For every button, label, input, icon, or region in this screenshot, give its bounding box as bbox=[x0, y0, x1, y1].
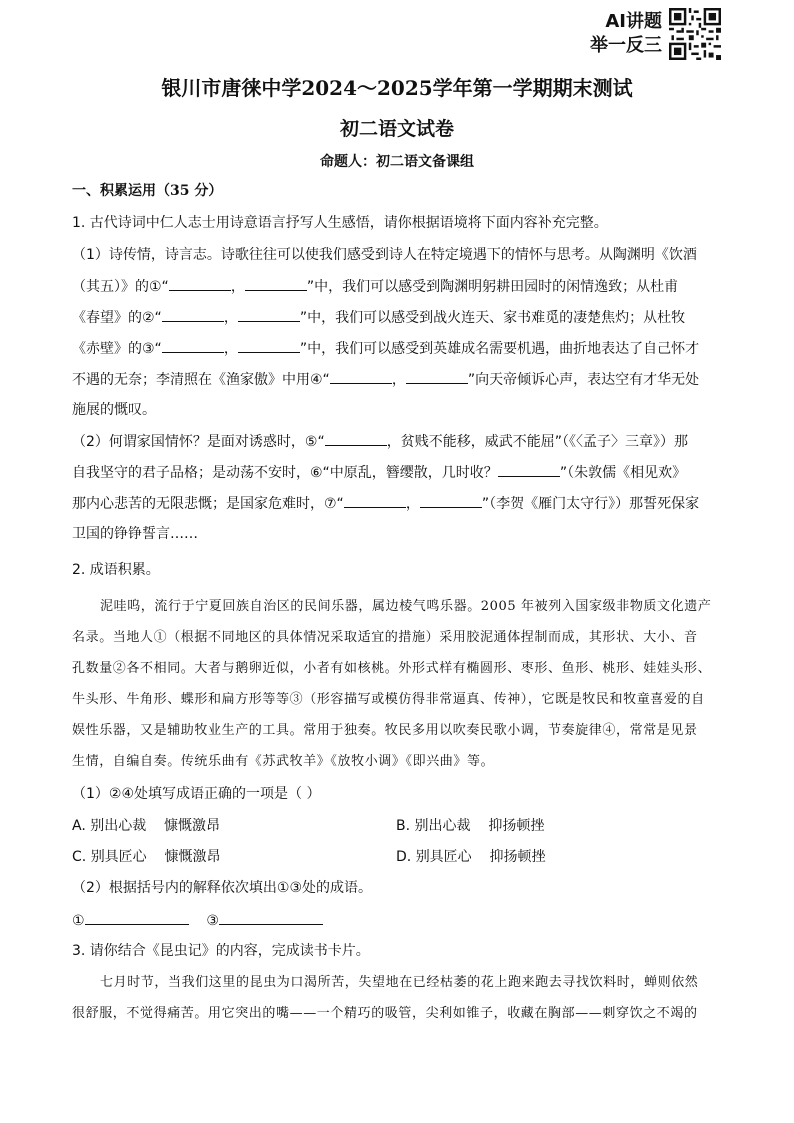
exam-subtitle: 初二语文试卷 bbox=[339, 118, 454, 140]
option-b[interactable]: B. 别出心裁 抑扬顿挫 bbox=[396, 818, 545, 834]
answer-blank[interactable] bbox=[85, 910, 189, 925]
q2-sub2: （2）根据括号内的解释依次填出①③处的成语。 bbox=[72, 880, 373, 896]
option-c[interactable]: C. 别具匠心 慷慨激昂 bbox=[72, 849, 221, 865]
q1-p1-line6: 施展的慨叹。 bbox=[72, 402, 156, 418]
answer-blank[interactable] bbox=[498, 462, 560, 477]
q3-passage-line: 很舒服，不觉得痛苦。用它突出的嘴——一个精巧的吸管，尖利如锥子，收藏在胸部——刺穿饮之不竭的 bbox=[72, 1006, 698, 1021]
exam-author: 命题人：初二语文备课组 bbox=[320, 154, 474, 170]
q1-p2-line3: 那内心悲苦的无限悲慨；是国家危难时，⑦“ ， ”（李贺《雁门太守行》）那誓死保家 bbox=[72, 493, 699, 514]
q1-p1-line3: 《春望》的②“ ， ”中，我们可以感受到战火连天、家书难觅的凄楚焦灼；从杜牧 bbox=[72, 307, 685, 328]
q2-passage-line: 牛头形、牛角形、蝶形和扁方形等等③（形容描写或模仿得非常逼真、传神），它既是牧民和牧童喜爱的自 bbox=[72, 692, 705, 707]
answer-blank[interactable] bbox=[325, 431, 387, 446]
brand-line-2: 举一反三 bbox=[590, 35, 662, 56]
brand-block bbox=[574, 8, 724, 60]
q1-p2-line2: 自我坚守的君子品格；是动荡不安时，⑥“中原乱，簪缨散，几时收？ ”（朱敦儒《相见欢》 bbox=[72, 462, 686, 483]
option-d[interactable]: D. 别具匠心 抑扬顿挫 bbox=[396, 849, 546, 865]
q1-p1-line5: 不遇的无奈；李清照在《渔家傲》中用④“ ， ”向天帝倾诉心声，表达空有才华无处 bbox=[72, 369, 699, 390]
answer-blank[interactable] bbox=[420, 493, 482, 508]
answer-blank[interactable] bbox=[330, 369, 392, 384]
answer-blank[interactable] bbox=[219, 910, 323, 925]
q3-stem: 3. 请你结合《昆虫记》的内容，完成读书卡片。 bbox=[72, 943, 370, 959]
q2-stem: 2. 成语积累。 bbox=[72, 562, 160, 578]
q3-passage-line: 七月时节，当我们这里的昆虫为口渴所苦，失望地在已经枯萎的花上跑来跑去寻找饮料时，蝉则依然 bbox=[100, 975, 699, 990]
answer-blank[interactable] bbox=[238, 307, 300, 322]
answer-blank[interactable] bbox=[162, 307, 224, 322]
answer-blank[interactable] bbox=[245, 276, 307, 291]
q1-stem: 1. 古代诗词中仁人志士用诗意语言抒写人生感悟，请你根据语境将下面内容补充完整。 bbox=[72, 215, 608, 231]
answer-blank[interactable] bbox=[169, 276, 231, 291]
qr-code-icon[interactable] bbox=[669, 8, 721, 60]
option-a[interactable]: A. 别出心裁 慷慨激昂 bbox=[72, 818, 221, 834]
exam-title: 银川市唐徕中学2024～2025学年第一学期期末测试 bbox=[161, 76, 633, 100]
q2-passage-line: 生情，自编自奏。传统乐曲有《苏武牧羊》《放牧小调》《即兴曲》等。 bbox=[72, 754, 495, 769]
q2-passage-line: 泥哇呜，流行于宁夏回族自治区的民间乐器，属边棱气鸣乐器。2005 年被列入国家级非物质文化遗产 bbox=[100, 599, 712, 614]
q2-passage-line: 孔数量②各不相同。大者与鹅卵近似，小者有如核桃。外形式样有椭圆形、枣形、鱼形、桃形、娃娃头形、 bbox=[72, 661, 712, 676]
answer-blank[interactable] bbox=[344, 493, 406, 508]
answer-blank[interactable] bbox=[238, 338, 300, 353]
q2-sub1: （1）②④处填写成语正确的一项是（ ） bbox=[72, 786, 321, 802]
brand-line-1: AI讲题 bbox=[605, 11, 662, 32]
section-heading: 一、积累运用（35 分） bbox=[72, 183, 223, 199]
brand-text bbox=[574, 10, 662, 58]
q1-p1-line1: （1）诗传情，诗言志。诗歌往往可以使我们感受到诗人在特定境遇下的情怀与思考。从陶渊明《饮酒 bbox=[72, 247, 697, 263]
q2-passage-line: 娱性乐器，又是辅助牧业生产的工具。常用于独奏。牧民多用以吹奏民歌小调，节奏旋律④，常常是见景 bbox=[72, 723, 698, 738]
q2-blanks: ① ③ bbox=[72, 910, 323, 931]
q1-p1-line4: 《赤壁》的③“ ， ”中，我们可以感受到英雄成名需要机遇，曲折地表达了自己怀才 bbox=[72, 338, 699, 359]
answer-blank[interactable] bbox=[406, 369, 468, 384]
q1-p1-line2: （其五）》的①“ ， ”中，我们可以感受到陶渊明躬耕田园时的闲情逸致；从杜甫 bbox=[72, 276, 678, 297]
q1-p2-line1: （2）何谓家国情怀？是面对诱惑时，⑤“ ，贫贱不能移，威武不能屈”（《〈孟子〉三章》）那 bbox=[72, 431, 688, 452]
q2-passage-line: 名录。当地人①（根据不同地区的具体情况采取适宜的措施）采用胶泥通体捏制而成，其形状、大小、音 bbox=[72, 630, 698, 645]
answer-blank[interactable] bbox=[162, 338, 224, 353]
q1-p2-line4: 卫国的铮铮誓言…… bbox=[72, 526, 198, 542]
